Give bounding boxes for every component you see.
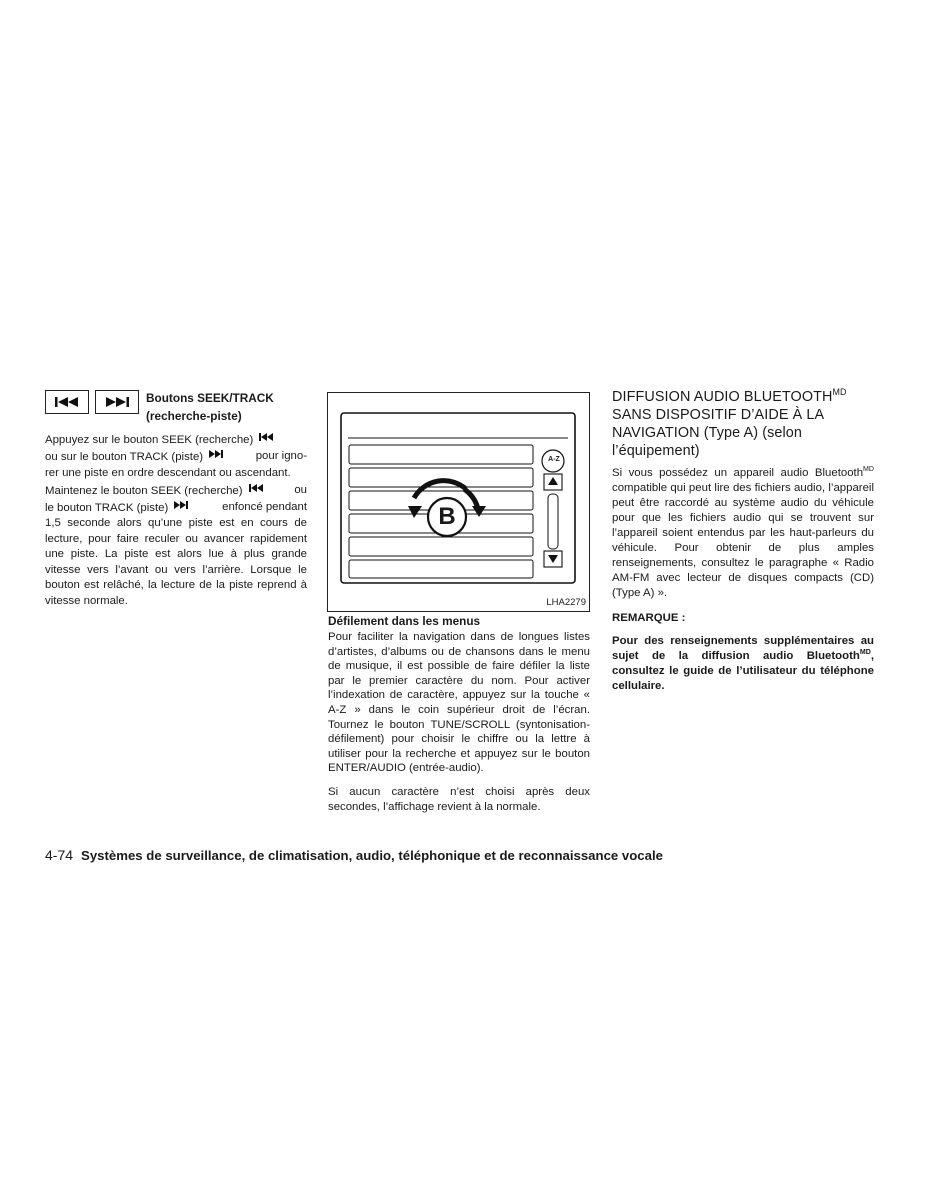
seek-track-paragraph: 1,5 seconde alors qu’une piste est en cours de lecture, pour faire reculer ou avancer rapidement une piste. La piste est alors lue à plus grande vitesse vers l’avant ou vers l’arrière. Lorsque le bouton est relâché, la lecture de la piste reprend à vitesse normale.: [45, 517, 307, 607]
page-footer: [45, 847, 905, 863]
seek-track-body: Appuyez sur le bouton SEEK (recherche) ou sur le bouton TRACK (piste) pour igno- rer une piste en ordre descendant ou ascendant. Maintenez le bouton SEEK (recherche) ou le bouton TRACK (piste) enfoncé pendant 1,5 seconde alors qu’une piste est en cours de lecture, pour faire reculer ou avancer rapidement une piste. La piste est alors lue à plus grande vitesse vers l’avant ou vers l’arrière. Lorsque le bouton est relâché, la lecture de la piste reprend à vitesse normale.: [45, 432, 307, 610]
az-label: A-Z: [548, 456, 560, 463]
track-forward-icon: [208, 449, 224, 465]
menu-scroll-section: [328, 613, 590, 814]
seek-back-icon: [258, 432, 274, 448]
page-number: 4-74: [45, 847, 74, 863]
track-forward-button-icon: [95, 390, 139, 414]
knob-label: B: [438, 503, 456, 530]
figure-code: LHA2279: [546, 597, 586, 608]
seek-track-heading: Boutons SEEK/TRACK (recherche-piste): [146, 391, 274, 423]
note-text: Pour des renseignements supplémentaires au sujet de la diffusion audio Bluetooth$^{MD}$, consultez le guide de l’utilisateur du téléphone cellulaire.: [612, 634, 874, 692]
bluetooth-title: DIFFUSION AUDIO $BLUETOOTH^{MD}$ SANS DISPOSITIF D’AIDE À LA NAVIGATION (Type A) (selon l’équipement): [612, 387, 847, 459]
note-heading: REMARQUE :: [612, 612, 686, 624]
seek-back-button-icon: [45, 390, 89, 414]
bluetooth-paragraph: Si vous possédez un appareil audio Bluetooth$^{MD}$ compatible qui peut lire des fichiers audio, l’appareil peut être raccordé au système audio du véhicule pour que les fichiers audio qui se trouvent sur l’appareil soient entendus par les haut-parleurs du véhicule. Pour obtenir de plus amples renseignements, consultez le paragraphe « Radio AM-FM avec lecteur de disques compacts (CD) (Type A) ».: [612, 466, 874, 599]
track-forward-icon: [173, 500, 189, 516]
chapter-title: Systèmes de surveillance, de climatisation, audio, téléphonique et de reconnaissance vocale: [81, 848, 663, 863]
menu-scroll-illustration: [327, 392, 590, 612]
menu-scroll-paragraph-2: Si aucun caractère n’est choisi après deux secondes, l’affichage revient à la normale.: [328, 785, 590, 813]
menu-scroll-heading: Défilement dans les menus: [328, 614, 481, 628]
screen-diagram: [328, 393, 589, 611]
menu-scroll-paragraph-1: Pour faciliter la navigation dans de longues listes d’artistes, d’albums ou de chansons dans le menu de musique, il est possible de faire défiler la liste par le premier caractère du nom. Pour activer l’indexation de caractère, appuyez sur la touche « A-Z » dans le coin supérieur droit de l’écran. Tournez le bouton TUNE/SCROLL (syntonisation-défilement) pour choisir le chiffre ou la lettre à utiliser pour la recherche et appuyez sur le bouton ENTER/AUDIO (entrée-audio).: [328, 631, 590, 775]
seek-back-icon: [248, 483, 264, 499]
bluetooth-section: [612, 388, 874, 694]
